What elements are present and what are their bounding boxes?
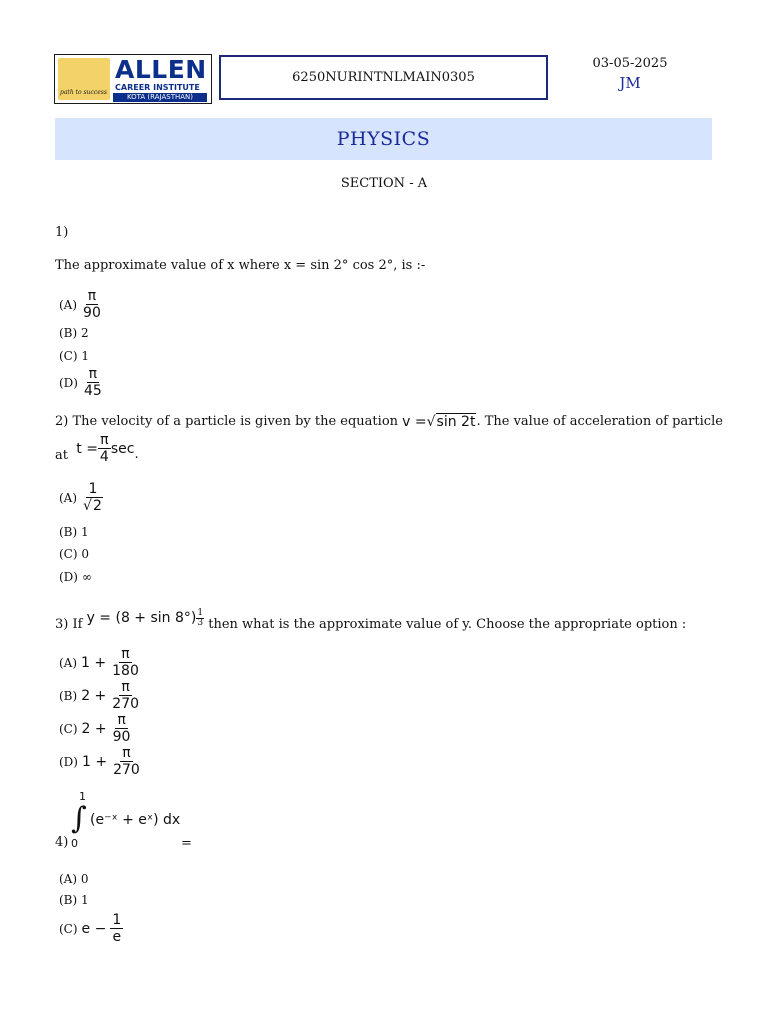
q1-option-c[interactable] [59, 348, 89, 364]
q2-text3: at [55, 447, 68, 463]
q2-option-a[interactable] [59, 481, 105, 514]
fraction: $\frac{\pi}{90}$ [83, 288, 101, 321]
q3-text2: then what is the approximate value of y. Choose the appropriate option : [208, 617, 687, 632]
q2-text-line2 [55, 432, 139, 465]
option-prefix: 2 + [81, 687, 107, 704]
q2-option-d[interactable] [59, 569, 92, 585]
section-heading: SECTION - A [340, 176, 428, 191]
fraction: $\frac{\pi}{270}$ [112, 679, 140, 712]
q2-t-unit: sec [110, 440, 135, 457]
option-prefix: e − [81, 920, 107, 937]
option-label: (C) [59, 547, 78, 561]
fraction: $\frac{\pi}{4}$ [99, 432, 109, 465]
paper-code-box [219, 55, 548, 100]
q4-option-a[interactable] [59, 871, 89, 887]
q3-option-a[interactable] [59, 646, 141, 679]
q1-option-d[interactable] [59, 366, 104, 399]
option-label: (B) [59, 893, 78, 907]
option-value: 0 [80, 872, 89, 886]
logo-line2: KOTA (RAJASTHAN) [113, 93, 207, 102]
fraction: $\frac{\pi}{90}$ [112, 712, 131, 745]
q2-text-line1 [55, 413, 723, 430]
option-label: (C) [59, 349, 78, 363]
option-label: (B) [59, 326, 78, 340]
q3-option-d[interactable] [59, 745, 142, 778]
q3-option-c[interactable] [59, 712, 132, 745]
option-label: (C) [59, 921, 78, 936]
q2-text4: . [134, 446, 139, 462]
logo-line1: CAREER INSTITUTE [115, 83, 200, 92]
fraction: $\frac{\pi}{270}$ [113, 745, 140, 778]
option-label: (A) [59, 297, 78, 312]
q1-number: 1) [55, 225, 69, 240]
q1-option-a[interactable] [59, 288, 103, 321]
q4-integrand: (e⁻ˣ + eˣ) dx [90, 812, 181, 828]
logo-tagline: path to success [60, 89, 107, 96]
q4-upper-limit: 1 [79, 790, 86, 803]
q2-option-c[interactable] [59, 546, 89, 562]
option-prefix: 1 + [81, 654, 107, 671]
option-label: (A) [59, 490, 78, 505]
q2-eq-root: sin 2t [436, 414, 476, 430]
option-value: 0 [81, 547, 90, 561]
option-value: ∞ [81, 570, 92, 584]
q3-exponent: $\frac{1}{3}$ [197, 607, 204, 628]
q2-text1: 2) The velocity of a particle is given by the equation [55, 413, 399, 429]
option-label: (C) [59, 721, 78, 736]
q3-eq: y = (8 + sin 8°) [86, 610, 197, 626]
q3-text1: 3) If [55, 617, 83, 632]
allen-logo [54, 54, 212, 104]
subject-banner [55, 118, 712, 160]
q1-text: The approximate value of x where x = sin 2° cos 2°, is :- [55, 258, 426, 273]
subject-title: PHYSICS [336, 128, 431, 150]
batch-label: JM [619, 74, 641, 92]
integral-sign-icon: ∫ [71, 801, 87, 836]
option-value: 1 [81, 893, 89, 907]
option-label: (B) [59, 525, 78, 539]
q4-equals: = [181, 836, 192, 851]
q2-t-lhs: t = [76, 440, 98, 457]
fraction: $\frac{\pi}{180}$ [112, 646, 139, 679]
q4-lower-limit: 0 [71, 837, 78, 850]
option-prefix: 2 + [81, 720, 107, 737]
q2-eq-lhs: v = [402, 413, 427, 430]
option-value: 1 [81, 525, 89, 539]
option-label: (B) [59, 688, 78, 703]
q2-option-b[interactable] [59, 524, 89, 540]
option-label: (D) [59, 375, 78, 390]
logo-brand: ALLEN [115, 55, 207, 84]
option-label: (A) [59, 872, 78, 886]
exam-date: 03-05-2025 [592, 56, 668, 71]
option-label: (D) [59, 754, 78, 769]
q2-text2: . The value of acceleration of particle [476, 413, 723, 429]
paper-code: 6250NURINTNLMAIN0305 [292, 70, 475, 85]
option-value: 1 [81, 349, 90, 363]
option-value: 2 [81, 326, 89, 340]
option-label: (D) [59, 570, 78, 584]
q4-number: 4) [55, 835, 69, 850]
q1-option-b[interactable] [59, 325, 89, 341]
q4-option-c[interactable] [59, 912, 123, 945]
option-prefix: 1 + [81, 753, 108, 770]
sqrt-sign: √ [426, 413, 436, 430]
fraction: $\frac{1}{√2}$ [83, 481, 102, 514]
option-label: (A) [59, 655, 78, 670]
fraction: $\frac{1}{e}$ [112, 912, 122, 945]
q4-option-b[interactable] [59, 892, 89, 908]
q3-text [55, 603, 686, 633]
fraction: $\frac{\pi}{45}$ [83, 366, 102, 399]
q3-option-b[interactable] [59, 679, 141, 712]
